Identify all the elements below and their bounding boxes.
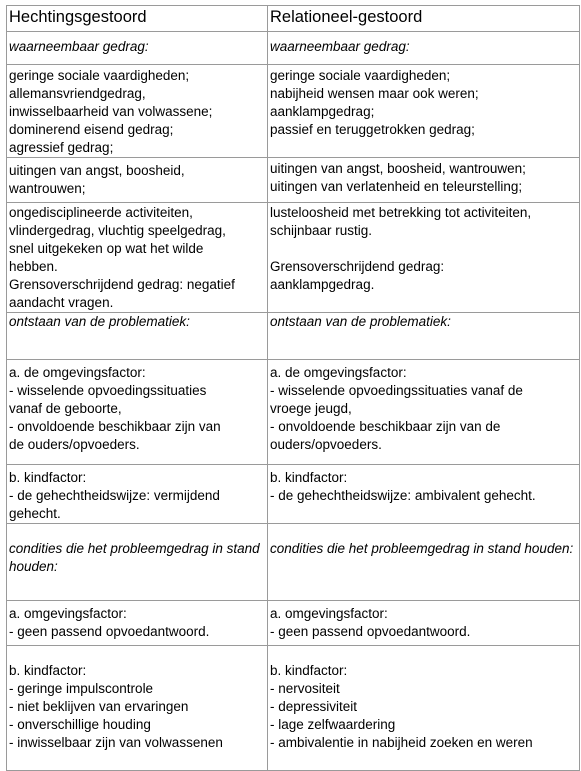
cell-text: b. kindfactor: - nervositeit - depressiviteit - lage zelfwaardering - ambivalentie in nabijheid zoeken en weren xyxy=(270,663,533,750)
table-row-origin-env xyxy=(7,360,580,465)
cell-cond-env-left xyxy=(7,601,268,646)
comparison-table xyxy=(6,5,580,771)
table-row-origin-child xyxy=(7,465,580,524)
cell-text: lusteloosheid met betrekking tot activiteiten, schijnbaar rustig. xyxy=(270,205,532,238)
table-row-cond-child xyxy=(7,646,580,771)
cell-cond-env-right xyxy=(268,601,580,646)
section-label-behavior-left: waarneembaar gedrag: xyxy=(7,32,268,65)
cell-text: a. omgevingsfactor: - geen passend opvoedantwoord. xyxy=(9,606,210,639)
cell-text: b. kindfactor: - de gehechtheidswijze: vermijdend gehecht. xyxy=(9,470,220,521)
section-label-origin-left: ontstaan van de problematiek: xyxy=(7,313,268,360)
section-row-behavior xyxy=(7,32,580,65)
cell-text: Grensoverschrijdend gedrag: negatief aandacht vragen. xyxy=(9,277,235,310)
cell-origin-env-left xyxy=(7,360,268,465)
cell-text: Grensoverschrijdend gedrag: aanklampgedrag. xyxy=(270,259,445,292)
table-row-activity xyxy=(7,203,580,313)
cell-origin-env-right xyxy=(268,360,580,465)
cell-emotion-right xyxy=(268,158,580,203)
section-row-origin xyxy=(7,313,580,360)
section-label-conditions-right: condities die het probleemgedrag in stand houden: xyxy=(268,524,580,601)
section-label-behavior-right: waarneembaar gedrag: xyxy=(268,32,580,65)
cell-cond-child-right xyxy=(268,646,580,771)
header-hechtingsgestoord: Hechtingsgestoord xyxy=(7,6,268,32)
cell-text: geringe sociale vaardigheden; nabijheid wensen maar ook weren; aanklampgedrag; passief en teruggetrokken gedrag; xyxy=(270,68,479,137)
cell-activity-right xyxy=(268,203,580,313)
cell-activity-left xyxy=(7,203,268,313)
section-row-conditions xyxy=(7,524,580,601)
cell-text: b. kindfactor: - geringe impulscontrole - niet beklijven van ervaringen - onverschillige houding - inwisselbaar zijn van volwassenen xyxy=(9,663,223,750)
cell-origin-child-left xyxy=(7,465,268,524)
cell-text: ongedisciplineerde activiteiten, vlindergedrag, vluchtig speelgedrag, snel uitgekeken op wat het wilde hebben. xyxy=(9,205,226,274)
cell-social-left xyxy=(7,65,268,158)
cell-text: uitingen van angst, boosheid, wantrouwen; xyxy=(9,163,185,196)
cell-cond-child-left xyxy=(7,646,268,771)
header-relationeel-gestoord: Relationeel-gestoord xyxy=(268,6,580,32)
cell-text: uitingen van angst, boosheid, wantrouwen; uitingen van verlatenheid en teleurstelling; xyxy=(270,161,526,194)
table-row-social xyxy=(7,65,580,158)
cell-emotion-left xyxy=(7,158,268,203)
cell-text: a. omgevingsfactor: - geen passend opvoedantwoord. xyxy=(270,606,471,639)
table-row-emotion xyxy=(7,158,580,203)
table-row-cond-env xyxy=(7,601,580,646)
cell-origin-child-right xyxy=(268,465,580,524)
section-label-conditions-left: condities die het probleemgedrag in stand houden: xyxy=(7,524,268,601)
cell-text: b. kindfactor: - de gehechtheidswijze: ambivalent gehecht. xyxy=(270,470,536,503)
cell-text: a. de omgevingsfactor: - wisselende opvoedingssituaties vanaf de geboorte, - onvoldoende beschikbaar zijn van de ouders/opvoeders. xyxy=(9,365,221,452)
cell-social-right xyxy=(268,65,580,158)
section-label-origin-right: ontstaan van de problematiek: xyxy=(268,313,580,360)
cell-text: geringe sociale vaardigheden; allemansvriendgedrag, inwisselbaarheid van volwassene; dominerend eisend gedrag; agressief gedrag; xyxy=(9,68,213,155)
cell-text: a. de omgevingsfactor: - wisselende opvoedingssituaties vanaf de vroege jeugd, - onvoldoende beschikbaar zijn van de ouders/opvoeders. xyxy=(270,365,523,452)
header-row xyxy=(7,6,580,32)
